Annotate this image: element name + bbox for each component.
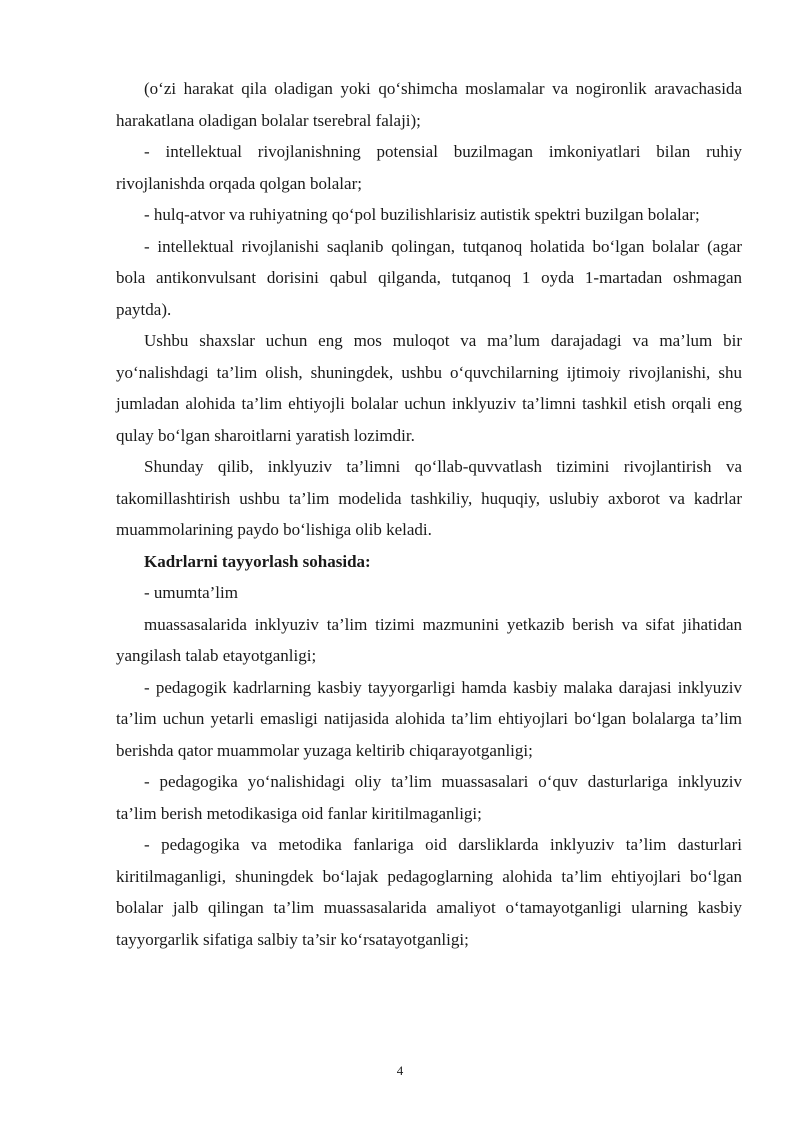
list-item-mental-development-delay: - intellektual rivojlanishning potensial buzilmagan imkoniyatlari bilan ruhiy rivojlanishda orqada qolgan bolalar; <box>116 142 742 193</box>
section-heading-personnel-training: Kadrlarni tayyorlash sohasida: <box>144 551 371 571</box>
list-item-pedagogical-staff: - pedagogik kadrlarning kasbiy tayyorgarligi hamda kasbiy malaka darajasi inklyuziv ta’lim uchun yetarli emasligi natijasida alohida ta’lim ehtiyojlari bo‘lgan bolalarga ta’lim berishda qator muammolar yuzaga keltirib chiqarayotganligi; <box>116 677 742 760</box>
list-item-autism-spectrum: - hulq-atvor va ruhiyatning qo‘pol buzilishlarisiz autistik spektri buzilgan bolalar; <box>144 205 700 224</box>
list-item-epilepsy: - intellektual rivojlanishi saqlanib qolingan, tutqanoq holatida bo‘lgan bolalar (agar bola antikonvulsant dorisini qabul qilganda, tutqanoq 1 oyda 1-martadan oshmagan paytda). <box>116 236 742 319</box>
paragraph-communication-conditions: Ushbu shaxslar uchun eng mos muloqot va ma’lum darajadagi va ma’lum bir yo‘nalishdagi ta’lim olish, shuningdek, ushbu o‘quvchilarning ijtimoiy rivojlanishi, shu jumladan alohida ta’lim ehtiyojli bolalar uchun inklyuziv ta’limni tashkil etish orqali eng qulay bo‘lgan sharoitlarni yaratish lozimdir. <box>116 331 742 445</box>
document-body <box>116 73 742 955</box>
paragraph-general-education-institutions: muassasalarida inklyuziv ta’lim tizimi mazmunini yetkazib berish va sifat jihatidan yangilash talab etayotganligi; <box>116 614 742 665</box>
page-number: 4 <box>396 1063 404 1078</box>
list-item-general-education-start: - umumta’lim <box>144 583 238 602</box>
paragraph-cerebral-palsy-continuation: (o‘zi harakat qila oladigan yoki qo‘shimcha moslamalar va nogironlik aravachasida harakatlana oladigan bolalar tserebral falaji); <box>116 79 742 130</box>
list-item-textbooks-practice: - pedagogika va metodika fanlariga oid darsliklarda inklyuziv ta’lim dasturlari kiritilmaganligi, shuningdek bo‘lajak pedagoglarning alohida ta’lim ehtiyojlari bo‘lgan bolalar jalb qilingan ta’lim muassasalarida amaliyot o‘tamayotganligi ularning kasbiy tayyorgarlik sifatiga salbiy ta’sir ko‘rsatayotganligi; <box>116 835 742 949</box>
list-item-higher-education-curricula: - pedagogika yo‘nalishidagi oliy ta’lim muassasalari o‘quv dasturlariga inklyuziv ta’lim berish metodikasiga oid fanlar kiritilmaganligi; <box>116 772 742 823</box>
paragraph-inclusive-support-system: Shunday qilib, inklyuziv ta’limni qo‘llab-quvvatlash tizimini rivojlantirish va takomillashtirish ushbu ta’lim modelida tashkiliy, huquqiy, uslubiy axborot va kadrlar muammolarining paydo bo‘lishiga olib keladi. <box>116 457 742 539</box>
